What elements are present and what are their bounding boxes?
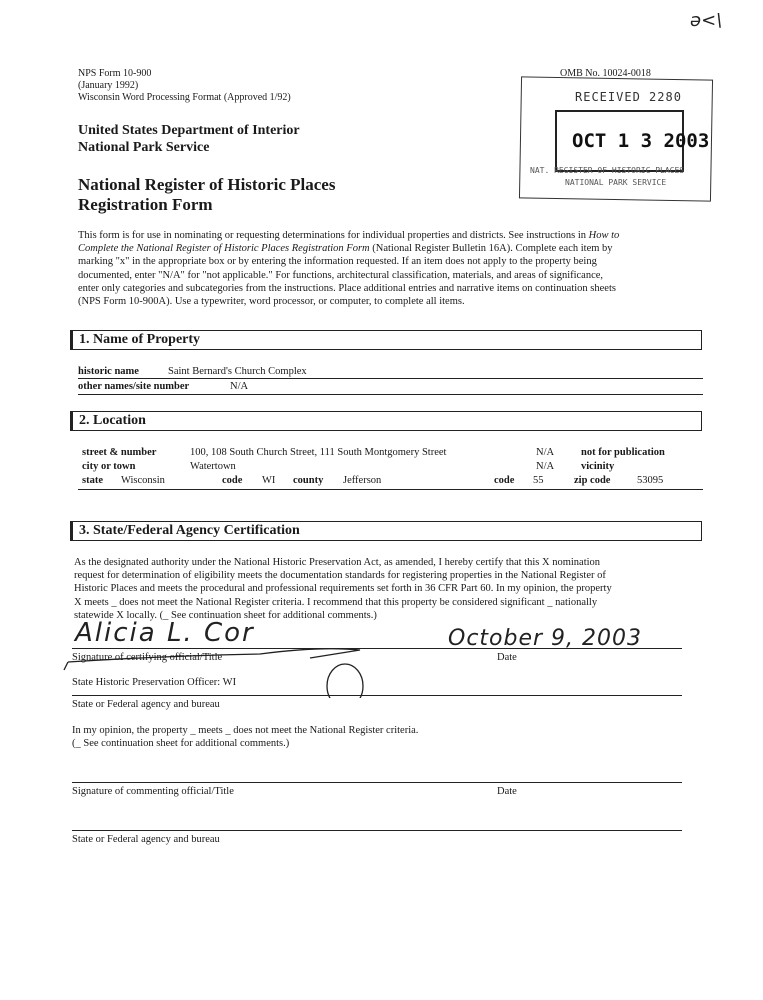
zip-value: 53095 bbox=[637, 475, 664, 486]
section3-header bbox=[70, 521, 702, 541]
commenting-date-label: Date bbox=[497, 786, 517, 797]
other-names-label: other names/site number bbox=[78, 381, 190, 392]
page-number-handwritten: ə<\ bbox=[690, 10, 723, 31]
other-names-line bbox=[78, 394, 703, 395]
agency-label: State or Federal agency and bureau bbox=[72, 699, 220, 710]
county-value: Jefferson bbox=[343, 475, 382, 486]
commenting-signature-line bbox=[72, 782, 682, 783]
vicinity-label: vicinity bbox=[581, 461, 615, 472]
state-code-label: code bbox=[222, 475, 243, 486]
section2-header bbox=[70, 411, 702, 431]
street-label: street & number bbox=[82, 447, 157, 458]
street-na: N/A bbox=[536, 447, 555, 458]
form-date: (January 1992) bbox=[78, 80, 139, 91]
stamp-date: OCT 1 3 2003 bbox=[572, 130, 710, 152]
state-code-value: WI bbox=[262, 475, 276, 486]
not-for-publication-label: not for publication bbox=[581, 447, 665, 458]
historic-name-value: Saint Bernard's Church Complex bbox=[168, 366, 307, 377]
certification-paragraph: As the designated authority under the National Historic Preservation Act, as amended, I hereby certify that this X nomination request for determination of eligibility meets the documentation standards for registering properties in the National Register of Historic Places and meets the procedural and professional requirements set forth in 36 CFR Part 60. In my opinion, the property X meets _ does not meet the National Register criteria. I recommend that this property be considered significant _ nationally statewide X locally. (_ See continuation sheet for additional comments.) bbox=[74, 557, 612, 621]
city-value: Watertown bbox=[190, 461, 236, 472]
stamp-line2: NATIONAL PARK SERVICE bbox=[565, 178, 667, 187]
state-value: Wisconsin bbox=[121, 475, 165, 486]
state-label: state bbox=[82, 475, 103, 486]
format-note: Wisconsin Word Processing Format (Approved 1/92) bbox=[78, 92, 291, 103]
zip-label: zip code bbox=[574, 475, 611, 486]
agency-line bbox=[72, 695, 682, 696]
certifying-date-label: Date bbox=[497, 652, 517, 663]
form-title-line1: National Register of Historic Places bbox=[78, 175, 336, 194]
agency-line2: National Park Service bbox=[78, 140, 210, 155]
county-code-value: 55 bbox=[533, 475, 544, 486]
section3-heading: 3. State/Federal Agency Certification bbox=[79, 523, 300, 538]
section1-heading: 1. Name of Property bbox=[79, 332, 201, 347]
city-label: city or town bbox=[82, 461, 136, 472]
signature-line bbox=[72, 648, 682, 649]
intro-paragraph: This form is for use in nominating or requesting determinations for individual properties and districts. See instructions in How to Complete the National Register of Historic Places Registration Form (National Register Bulletin 16A). Complete each item by marking "x" in the appropriate box or by entering the information requested. If an item does not apply to the property being documented, enter "N/A" for "not applicable." For functions, architectural classification, materials, and areas of significance, enter only categories and subcategories from the instructions. Place additional entries and narrative items on continuation sheets (NPS Form 10-900A). Use a typewriter, word processor, or computer, to complete all items. bbox=[78, 230, 620, 308]
commenting-signature-label: Signature of commenting official/Title bbox=[72, 786, 234, 797]
historic-name-label: historic name bbox=[78, 366, 139, 377]
stamp-received: RECEIVED 2280 bbox=[575, 90, 682, 104]
agency2-line bbox=[72, 830, 682, 831]
opinion-line1: In my opinion, the property _ meets _ does not meet the National Register criteria. bbox=[72, 725, 419, 736]
section2-heading: 2. Location bbox=[79, 413, 146, 428]
other-names-value: N/A bbox=[230, 381, 249, 392]
form-title-line2: Registration Form bbox=[78, 195, 213, 214]
omb-number: OMB No. 10024-0018 bbox=[560, 68, 651, 79]
official-title: State Historic Preservation Officer: WI bbox=[72, 677, 237, 688]
city-na: N/A bbox=[536, 461, 555, 472]
certifying-date-handwritten: October 9, 2003 bbox=[448, 626, 643, 651]
form-number: NPS Form 10-900 bbox=[78, 68, 152, 79]
opinion-line2: (_ See continuation sheet for additional comments.) bbox=[72, 738, 290, 749]
certifying-signature: Alicia L. Cor bbox=[75, 618, 255, 648]
county-label: county bbox=[293, 475, 324, 486]
section1-header bbox=[70, 330, 702, 350]
agency-line1: United States Department of Interior bbox=[78, 123, 300, 138]
location-line bbox=[78, 489, 703, 490]
stamp-line1: NAT. REGISTER OF HISTORIC PLACES bbox=[530, 166, 685, 175]
certifying-signature-label: Signature of certifying official/Title bbox=[72, 652, 223, 663]
county-code-label: code bbox=[494, 475, 515, 486]
agency2-label: State or Federal agency and bureau bbox=[72, 834, 220, 845]
street-value: 100, 108 South Church Street, 111 South Montgomery Street bbox=[190, 447, 447, 458]
historic-name-line bbox=[78, 378, 703, 379]
